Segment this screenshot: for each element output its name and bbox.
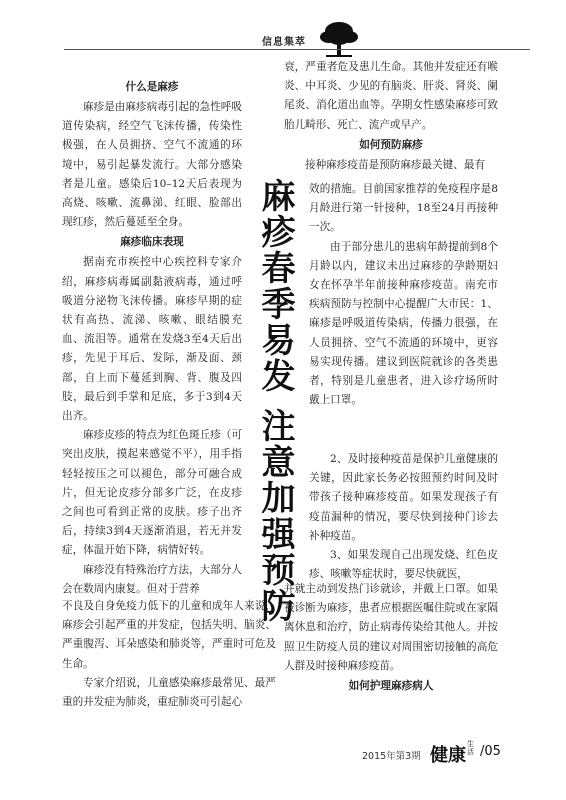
right-bottom-column <box>284 580 498 697</box>
paragraph: 3、如果发现自己出现发烧、红色皮疹、咳嗽等症状时，要尽快就医， <box>309 549 498 581</box>
paragraph: 由于部分患儿的患病年龄提前到8个月龄以内，建议未出过麻疹的孕龄期妇女在怀孕半年前接种麻疹疫苗。南充市疾病预防与控制中心提醒广大市民：1、麻疹是呼吸道传染病，传播力很强，在人员拥挤、空气不流通的环境中，更容易实现传播。建议到医院就诊的各类患者，特别是儿童患者，进入诊疗场所时戴上口罩。 <box>309 240 498 407</box>
article-title: 麻疹春季易发 注意加强预防 <box>255 178 295 624</box>
right-top-column <box>284 58 498 175</box>
issue-label: 2015年第3期 <box>362 751 421 762</box>
left-bottom-column <box>62 597 276 712</box>
paragraph: 据南充市疾控中心疾控科专家介绍，麻疹病毒属副黏液病毒，通过呼吸道分泌物飞沫传播。麻疹早期的症状有高热、流涕、咳嗽、眼结膜充血、流泪等。通常在发烧3至4天后出疹，先见于耳后、发际，渐及面、颈部，自上而下蔓延到胸、背、腹及四肢，最后到手掌和足底，多于3到4天出齐。 <box>62 256 242 423</box>
header-rule <box>64 49 530 50</box>
paragraph: 效的措施。目前国家推荐的免疫程序是8月龄进行第一针接种，18至24月再接种一次。 <box>309 183 498 234</box>
paragraph: 麻疹是由麻疹病毒引起的急性呼吸道传染病，经空气飞沫传播，传染性极强，在人员拥挤、空气不流通的环境中，易引起暴发流行。大部分感染者是儿童。感染后10–12天后表现为高烧、咳嗽、流鼻涕、红眼、脸部出现红疹，然后蔓延至全身。 <box>62 101 242 229</box>
paragraph: 麻疹没有特殊治疗方法，大部分人会在数周内康复。但对于营养 <box>62 563 242 595</box>
right-mid-column <box>309 450 498 584</box>
right-narrow-column <box>309 180 498 410</box>
paragraph: 衰，严重者危及患儿生命。其他并发症还有喉炎、中耳炎、少见的有脑炎、肝炎、肾炎、阑尾炎、消化道出血等。孕期女性感染麻疹可致胎儿畸形、死亡、流产或早产。 <box>284 61 498 131</box>
paragraph: 不良及自身免疫力低下的儿童和成年人来说，麻疹会引起严重的并发症，包括失明、脑炎、严重腹泻、耳朵感染和肺炎等，严重时可危及生命。 <box>62 600 276 670</box>
section-heading: 如何预防麻疹 <box>359 138 423 151</box>
section-heading: 什么是麻疹 <box>125 81 179 93</box>
section-label: 信息集萃 <box>262 37 306 48</box>
page-number: /05 <box>480 744 501 759</box>
tree-icon <box>318 19 360 59</box>
paragraph: 并就主动到发热门诊就诊，并戴上口罩。如果被诊断为麻疹，患者应根据医嘱住院或在家隔离休息和治疗，防止病毒传染给其他人。并按照卫生防疫人员的建议对周围密切接触的高危人群及时接种麻疹疫苗。 <box>284 583 498 672</box>
section-heading: 麻疹临床表现 <box>120 236 184 249</box>
magazine-brand: 健康 <box>430 745 466 766</box>
left-column <box>62 77 242 599</box>
magazine-brand-sub: 生活 <box>467 740 474 756</box>
paragraph: 接种麻疹疫苗是预防麻疹最关键、最有 <box>305 158 486 171</box>
paragraph: 专家介绍说，儿童感染麻疹最常见、最严重的并发症为肺炎，重症肺炎可引起心 <box>62 676 276 709</box>
paragraph: 2、及时接种疫苗是保护儿童健康的关键，因此家长务必按照预约时间及时带孩子接种麻疹疫苗。如果发现孩子有疫苗漏种的情况，要尽快到接种门诊去补种疫苗。 <box>309 453 498 542</box>
section-heading: 如何护理麻疹病人 <box>348 680 434 693</box>
paragraph: 麻疹皮疹的特点为红色斑丘疹（可突出皮肤，摸起来感觉不平），用手指轻轻按压之可以褪色，部分可融合成片，但无论皮疹分部多广泛，在皮疹之间也可看到正常的皮肤。疹子出齐后，持续3到4天逐渐消退，若无并发症，体温开始下降，病情好转。 <box>62 429 242 557</box>
